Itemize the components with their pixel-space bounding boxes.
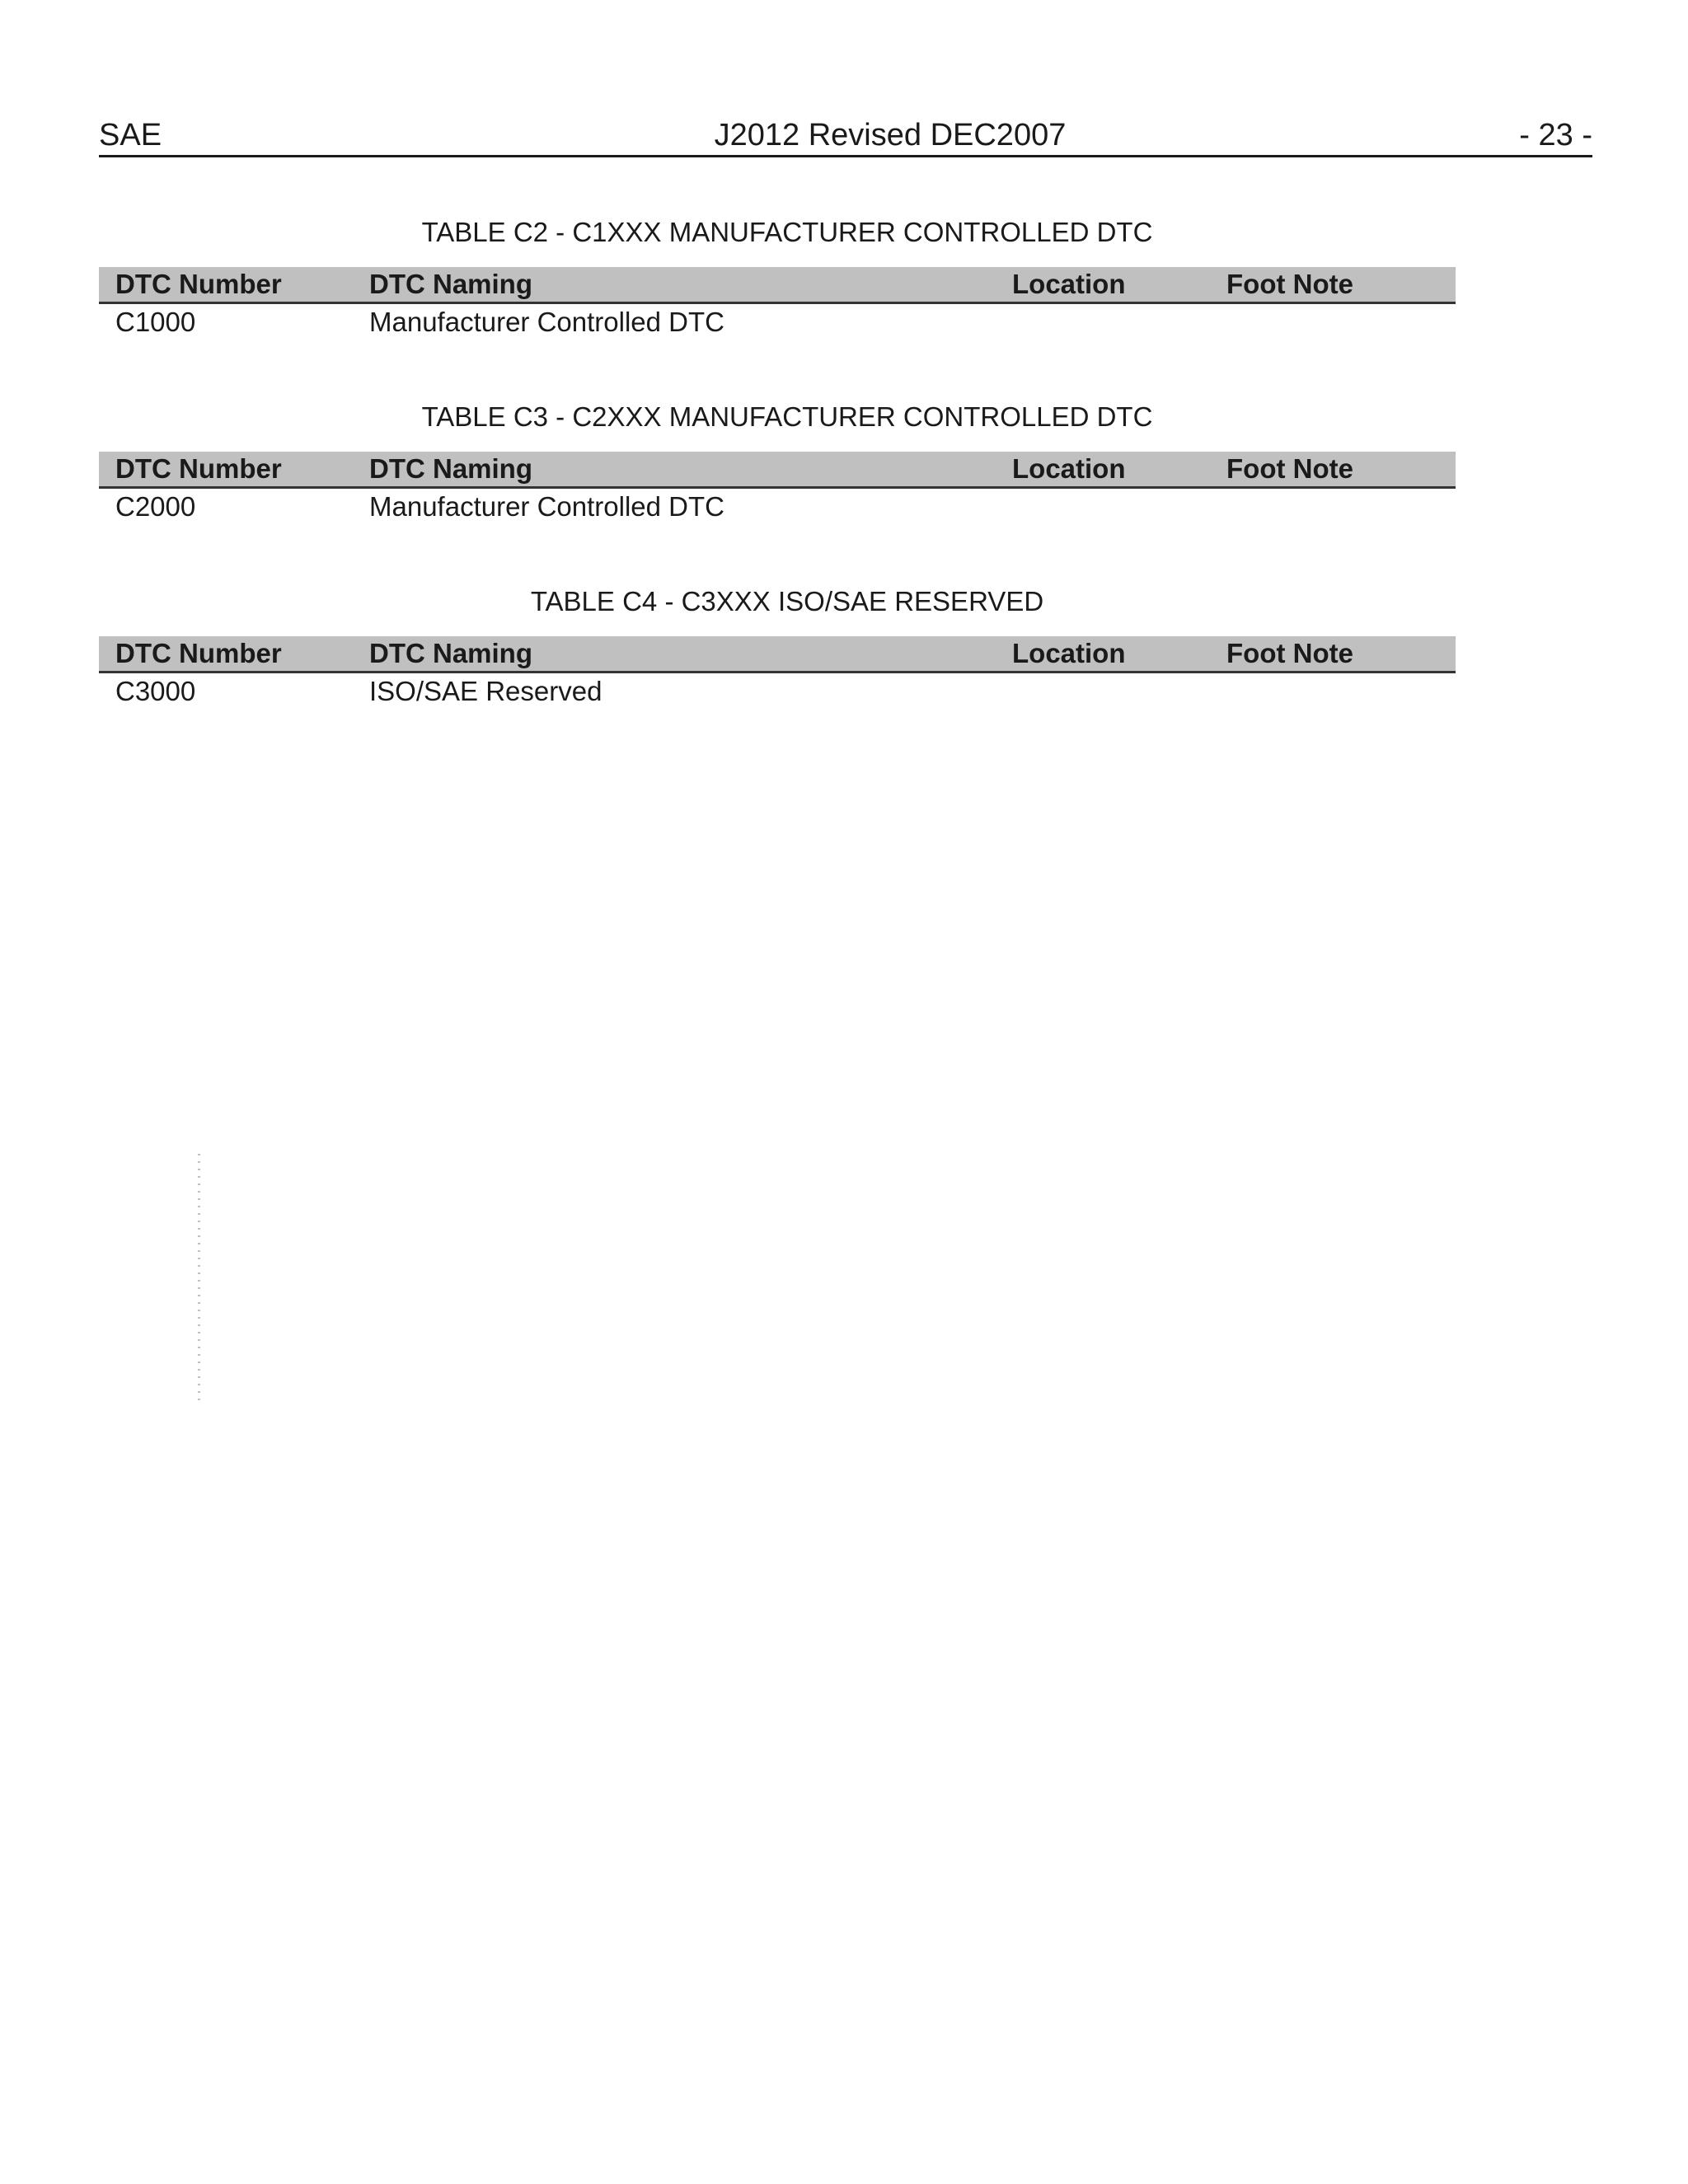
column-header-dtc-number: DTC Number (99, 636, 369, 673)
dtc-naming-cell: Manufacturer Controlled DTC (369, 307, 724, 337)
dtc-table (99, 636, 1456, 710)
page-header (99, 115, 1592, 157)
column-header-foot-note: Foot Note (1218, 452, 1456, 488)
column-header-dtc-number: DTC Number (99, 267, 369, 303)
column-header-location: Location (1004, 452, 1218, 488)
table-caption: TABLE C4 - C3XXX ISO/SAE RESERVED (530, 586, 1044, 616)
dtc-table (99, 267, 1456, 340)
header-page-number: - 23 - (1519, 118, 1592, 152)
location-cell (1004, 673, 1218, 710)
column-header-dtc-number: DTC Number (99, 452, 369, 488)
column-header-location: Location (1004, 636, 1218, 673)
location-cell (1004, 488, 1218, 526)
header-document-id: J2012 Revised DEC2007 (714, 118, 1067, 152)
table-c2-block (99, 216, 1456, 340)
dtc-naming-cell: Manufacturer Controlled DTC (369, 491, 724, 522)
dtc-table (99, 452, 1456, 525)
dtc-number-cell: C3000 (115, 676, 196, 706)
column-header-dtc-naming: DTC Naming (369, 267, 1004, 303)
foot-note-cell (1218, 673, 1456, 710)
table-header-row (99, 636, 1456, 673)
dtc-naming-cell: ISO/SAE Reserved (369, 676, 603, 706)
dtc-number-cell: C2000 (115, 491, 196, 522)
table-header-row (99, 452, 1456, 488)
column-header-dtc-naming: DTC Naming (369, 636, 1004, 673)
foot-note-cell (1218, 303, 1456, 341)
table-row (99, 488, 1456, 526)
column-header-location: Location (1004, 267, 1218, 303)
table-c4-block (99, 585, 1456, 710)
column-header-foot-note: Foot Note (1218, 267, 1456, 303)
dtc-number-cell: C1000 (115, 307, 196, 337)
column-header-foot-note: Foot Note (1218, 636, 1456, 673)
foot-note-cell (1218, 488, 1456, 526)
table-caption: TABLE C2 - C1XXX MANUFACTURER CONTROLLED DTC (421, 217, 1153, 247)
location-cell (1004, 303, 1218, 341)
table-row (99, 673, 1456, 710)
scan-artifact (198, 1154, 200, 1401)
table-header-row (99, 267, 1456, 303)
column-header-dtc-naming: DTC Naming (369, 452, 1004, 488)
table-c3-block (99, 401, 1456, 525)
table-caption: TABLE C3 - C2XXX MANUFACTURER CONTROLLED DTC (421, 401, 1153, 432)
header-org: SAE (99, 118, 162, 152)
table-row (99, 303, 1456, 341)
